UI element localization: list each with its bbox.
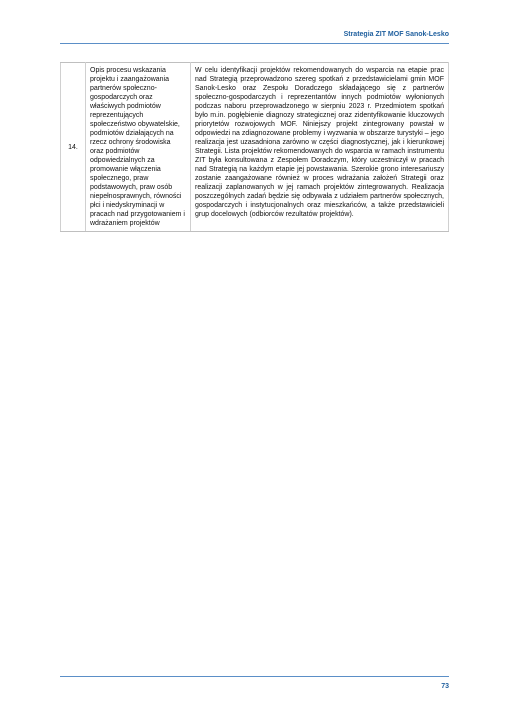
- table-row: [61, 63, 449, 232]
- project-table: [60, 62, 449, 232]
- page-number: 73: [441, 683, 449, 690]
- header-title: Strategia ZIT MOF Sanok-Lesko: [343, 31, 449, 38]
- row-description: W celu identyfikacji projektów rekomendowanych do wsparcia na etapie prac nad Strategią przeprowadzono szereg spotkań z przedstawicielami gmin MOF Sanok-Lesko oraz Zespołu Doradczego składającego się z partnerów społeczno-gospodarczych i reprezentantów innych podmiotów wyłonionych podczas naboru przeprowadzonego w sierpniu 2023 r. Przedmiotem spotkań było m.in. pogłębienie diagnozy strategicznej oraz zidentyfikowanie kluczowych priorytetów rozwojowych MOF. Niniejszy projekt zintegrowany powstał w odpowiedzi na zdiagnozowane problemy i wyzwania w obszarze turystyki – jego realizacja jest uzasadniona zarówno w części diagnostycznej, jak i kierunkowej Strategii. Lista projektów rekomendowanych do wsparcia w ramach instrumentu ZIT była konsultowana z Zespołem Doradczym, który uczestniczył w pracach nad Strategią na każdym etapie jej powstawania. Szerokie grono interesariuszy zostanie zaangażowane również w proces wdrażania założeń Strategii oraz realizacji zaplanowanych w jej ramach projektów zintegrowanych. Realizacja poszczególnych zadań będzie się odbywała z udziałem partnerów społecznych, gospodarczych i instytucjonalnych oraz mieszkańców, a także przedstawicieli grup docelowych (odbiorców rezultatów projektów).: [191, 63, 449, 232]
- row-number: 14.: [61, 63, 86, 232]
- footer-divider: [60, 676, 449, 677]
- row-label: Opis procesu wskazania projektu i zaangażowania partnerów społeczno-gospodarczych oraz właściwych podmiotów reprezentujących społeczeństwo obywatelskie, podmiotów działających na rzecz ochrony środowiska oraz podmiotów odpowiedzialnych za promowanie włączenia społecznego, praw podstawowych, praw osób niepełnosprawnych, równości płci i niedyskryminacji w pracach nad przygotowaniem i wdrażaniem projektów: [86, 63, 191, 232]
- header-divider: [60, 43, 449, 44]
